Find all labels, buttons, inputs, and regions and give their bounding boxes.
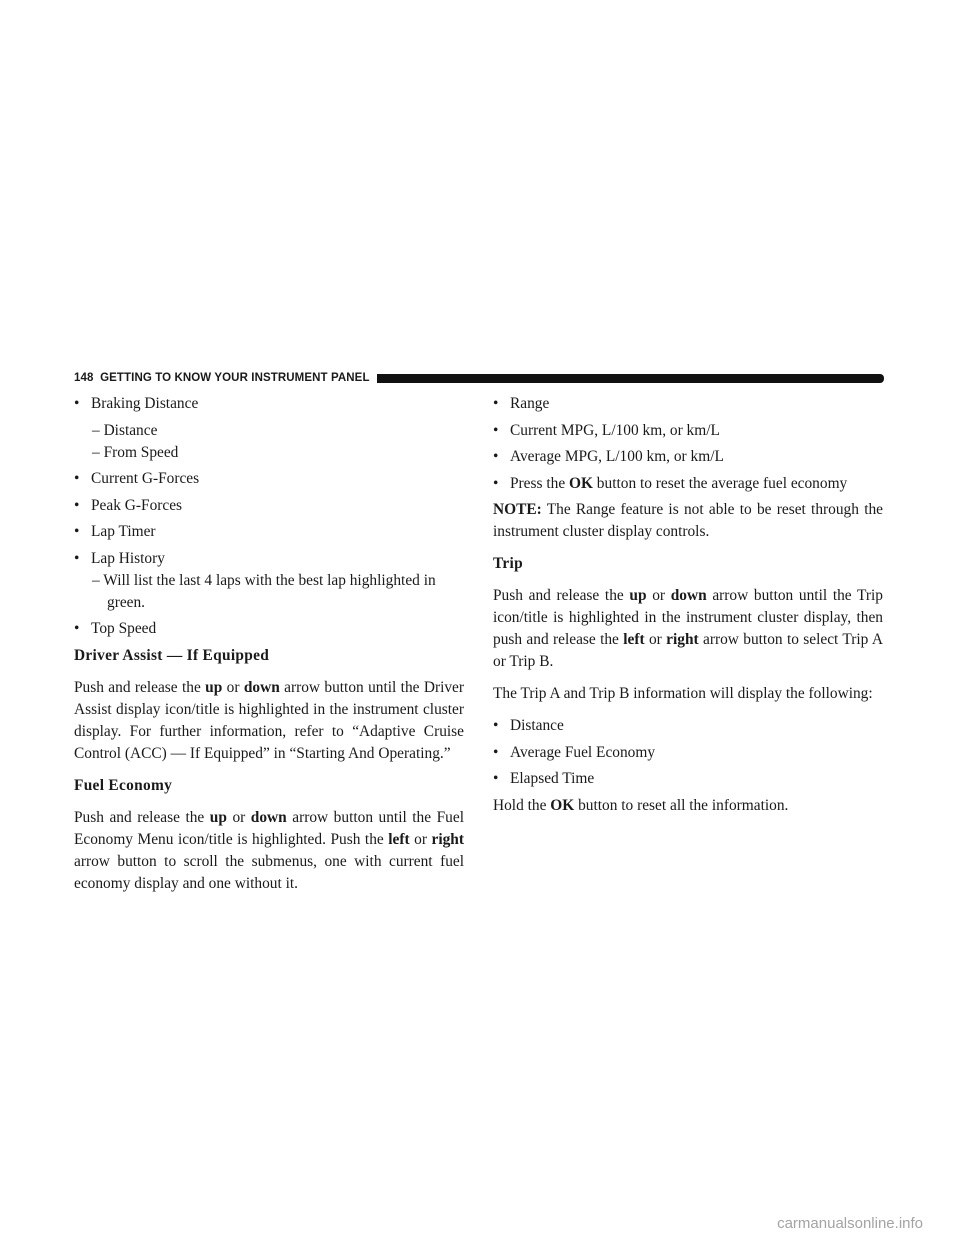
bullet-item: [74, 521, 464, 543]
driver-assist-paragraph: Push and release the up or down arrow button until the Driver Assist display icon/title is highlighted in the instrument cluster display. For further information, refer to “Adaptive Cruise Control (ACC) — If Equipped” in “Starting And Operating.”: [74, 678, 464, 762]
bullet-item: [74, 548, 464, 570]
bullet-item: [74, 393, 464, 415]
bullet-label: Current G-Forces: [91, 470, 200, 487]
header-rule: [377, 374, 884, 383]
bullet-label: Current MPG, L/100 km, or km/L: [510, 421, 720, 439]
bullet-item: [493, 473, 883, 495]
bullet-glyph: •: [74, 523, 80, 540]
sub-glyph: –: [92, 421, 100, 439]
bullet-label: Range: [510, 395, 550, 412]
page-number: 148: [74, 372, 94, 384]
sub-item: [74, 420, 464, 442]
sub-label: Distance: [103, 421, 158, 439]
sub-label: Will list the last 4 laps with the best lap highlighted in green.: [103, 571, 436, 611]
hold-ok-paragraph: Hold the OK button to reset all the information.: [493, 796, 789, 814]
keyword-ok: OK: [550, 796, 575, 814]
keyword-down: down: [243, 678, 280, 696]
keyword-up: up: [205, 678, 223, 696]
page-header-text: [74, 372, 370, 384]
bullet-label: Elapsed Time: [510, 770, 595, 787]
keyword-up: up: [209, 808, 227, 826]
sub-glyph: –: [92, 571, 100, 589]
heading-fuel-economy: Fuel Economy: [74, 776, 173, 794]
keyword-down: down: [250, 808, 287, 826]
bullet-label: Average Fuel Economy: [510, 743, 656, 761]
bullet-item: [493, 742, 883, 764]
bullet-glyph: •: [493, 474, 499, 492]
right-column: [493, 393, 883, 827]
bullet-glyph: •: [74, 470, 80, 487]
bullet-glyph: •: [74, 549, 80, 567]
keyword-left: left: [388, 830, 410, 848]
sub-label: From Speed: [103, 443, 179, 461]
bullet-label: Lap History: [91, 549, 165, 567]
bullet-item: [74, 618, 464, 640]
keyword-right: right: [431, 830, 464, 848]
reset-item-text: Press the OK button to reset the average fuel economy: [510, 474, 848, 492]
bullet-glyph: •: [493, 421, 499, 439]
bullet-glyph: •: [493, 395, 499, 412]
bullet-glyph: •: [493, 770, 499, 787]
bullet-glyph: •: [493, 717, 499, 734]
bullet-item: [493, 715, 883, 737]
sub-glyph: –: [92, 443, 100, 461]
bullet-label: Peak G-Forces: [91, 496, 183, 514]
bullet-glyph: •: [493, 448, 499, 465]
bullet-label: Braking Distance: [91, 395, 199, 412]
bullet-item: [493, 420, 883, 442]
bullet-glyph: •: [74, 496, 80, 514]
keyword-down: down: [670, 587, 707, 604]
bullet-item: [74, 468, 464, 490]
sub-list: [74, 570, 464, 614]
heading-driver-assist: Driver Assist — If Equipped: [74, 646, 270, 664]
keyword-up: up: [629, 587, 647, 604]
page-header: [74, 371, 884, 385]
footer-watermark: carmanualsonline.info: [777, 1215, 923, 1232]
keyword-ok: OK: [569, 474, 593, 492]
bullet-item: [493, 446, 883, 468]
bullet-glyph: •: [74, 620, 80, 637]
sub-item: [74, 570, 464, 614]
sub-item: [74, 442, 464, 464]
bullet-label: Lap Timer: [91, 523, 156, 540]
sub-list: [74, 420, 464, 464]
left-column: [74, 393, 464, 905]
bullet-label: Top Speed: [91, 620, 157, 637]
bullet-glyph: •: [74, 395, 80, 412]
fuel-economy-paragraph: Push and release the up or down arrow button until the Fuel Economy Menu icon/title is highlighted. Push the left or right arrow button to scroll the submenus, one with current fuel economy display and one without it.: [74, 808, 464, 892]
bullet-item: [493, 393, 883, 415]
note-paragraph: NOTE: The Range feature is not able to be reset through the instrument cluster display controls.: [493, 501, 883, 540]
bullet-item: [493, 768, 883, 790]
bullet-glyph: •: [493, 743, 499, 761]
note-label: NOTE:: [493, 501, 542, 518]
keyword-right: right: [666, 631, 699, 648]
trip-info-paragraph: The Trip A and Trip B information will display the following:: [493, 685, 873, 702]
bullet-label: Average MPG, L/100 km, or km/L: [510, 448, 724, 465]
section-title: GETTING TO KNOW YOUR INSTRUMENT PANEL: [100, 372, 370, 384]
bullet-item: [74, 495, 464, 517]
heading-trip: Trip: [493, 555, 523, 572]
trip-paragraph: Push and release the up or down arrow button until the Trip icon/title is highlighted in the instrument cluster display, then push and release the left or right arrow button to select Trip A or Trip B.: [493, 587, 883, 670]
bullet-label: Distance: [510, 717, 564, 734]
keyword-left: left: [623, 631, 645, 648]
